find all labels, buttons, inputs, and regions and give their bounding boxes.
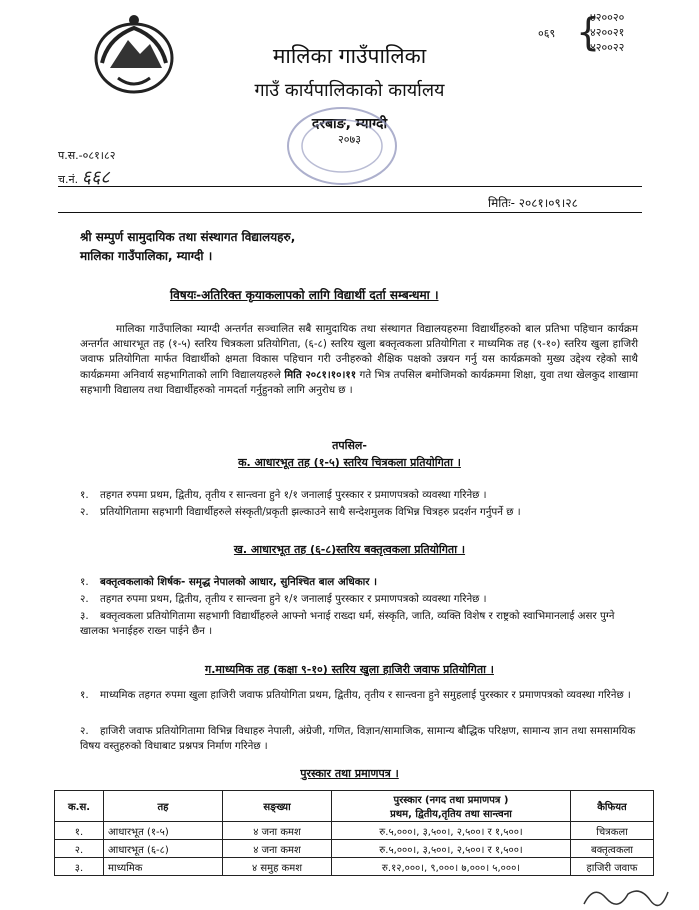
table-cell: आधारभूत (६-८) (104, 840, 223, 858)
table-header-row (55, 791, 654, 822)
item-text: तहगत रुपमा प्रथम, द्वितीय, तृतीय र सान्त्वना हुने १/१ जनालाई पुरस्कार र प्रमाणपत्रको व्यवस्था गरिनेछ । (100, 489, 487, 501)
table-row (55, 822, 654, 840)
item-text: बक्तृत्वकलाको शिर्षक- समृद्ध नेपालको आधार, सुनिश्चित बाल अधिकार । (100, 576, 377, 588)
item-text: माध्यमिक तहगत रुपमा खुला हाजिरी जवाफ प्रतियोगिता प्रथम, द्वितीय, तृतीय र सान्त्वना हुने समुहलाई पुरस्कार र प्रमाणपत्रको व्यवस्था गरिनेछ । (100, 689, 631, 701)
table-cell: ३. (55, 858, 104, 876)
section-title: ग.माध्यमिक तह (कक्षा ९-१०) स्तरिय खुला हाजिरी जवाफ प्रतियोगिता । (205, 663, 494, 676)
office-name: गाउँ कार्यपालिकाको कार्यालय (254, 80, 445, 101)
table-cell: रु.५,०००।, ३,५००।, २,५००। र १,५००। (332, 822, 571, 840)
table-cell: २. (55, 840, 104, 858)
section-title: क. आधारभूत तह (१-५) स्तरिय चित्रकला प्रतियोगिता । (238, 456, 461, 469)
recipient-line: मालिका गाउँपालिका, म्याग्दी । (80, 249, 213, 263)
letter-date: मितिः- २०८१।०९।२८ (488, 196, 578, 210)
office-year: २०७३ (338, 133, 361, 146)
item-text: बक्तृत्वकला प्रतियोगितामा सहभागी विद्यार्थीहरुले आफ्नो भनाई राख्दा धर्म, संस्कृति, जाति, व्यक्ति विशेष र राष्ट्रको स्वाभिमानलाई असर पुग्ने खालका भनाईहरु राख्न पाईने छैन । (80, 610, 615, 637)
item-number: १. (80, 576, 89, 588)
table-cell: माध्यमिक (104, 858, 223, 876)
list-item (80, 488, 640, 503)
chalani-value: ६६८ (81, 167, 110, 188)
prize-header-main: पुरस्कार (नगद तथा प्रमाणपत्र ) (393, 795, 509, 806)
item-text: तहगत रुपमा प्रथम, द्वितीय, तृतीय र सान्त्वना हुने १/१ जनालाई पुरस्कार र प्रमाणपत्रको व्यवस्था गरिनेछ । (100, 593, 487, 605)
phone-number: ४२००२० (590, 11, 625, 24)
phone-number: ४२००२२ (590, 41, 625, 54)
item-text: हाजिरी जवाफ प्रतियोगितामा विभिन्न विधाहरु नेपाली, अंग्रेजी, गणित, विज्ञान/सामाजिक, सामान्य बौद्धिक परिक्षण, सामान्य ज्ञान तथा समसामयिक विषय वस्तुहरुको विधाबाट प्रश्नपत्र निर्माण गरिनेछ । (80, 725, 636, 752)
table-cell: रु.१२,०००।, ९,०००। ७,०००। ५,०००। (332, 858, 571, 876)
item-number: २. (80, 506, 89, 518)
item-number: २. (80, 593, 89, 605)
phone-prefix: ०६९ (538, 27, 556, 40)
tapasil-heading: तपसिल- (332, 439, 367, 452)
date-divider (58, 212, 642, 213)
body-paragraph (80, 322, 638, 398)
brace-icon: { (576, 10, 601, 54)
table-cell: बक्तृत्वकला (571, 840, 654, 858)
table-header: सङ्ख्या (223, 791, 332, 822)
table-row (55, 858, 654, 876)
list-item (80, 688, 640, 703)
signature-icon (580, 880, 670, 910)
letter-subject: विषयः-अतिरिक्त कृयाकलापको लागि विद्यार्थी दर्ता सम्बन्धमा । (170, 288, 439, 302)
body-text: गते भित्र तपसिल बमोजिमको कार्यक्रममा शिक्षा, युवा तथा खेलकुद शाखामा सहभागी विद्यालय तथा विद्यार्थीहरुको नामदर्ता गर्नुहुनको लागि अनुरोध छ । (80, 368, 638, 396)
item-number: २. (80, 725, 89, 737)
table-cell: हाजिरी जवाफ (571, 858, 654, 876)
table-header: कैफियत (571, 791, 654, 822)
office-address: दरबाङ, म्याग्दी (311, 116, 388, 132)
table-header (332, 791, 571, 822)
table-cell: ४ जना कमश (223, 822, 332, 840)
municipality-name: मालिका गाउँपालिका (272, 44, 427, 68)
table-cell: ४ समुह कमश (223, 858, 332, 876)
header-divider (58, 186, 642, 187)
table-row (55, 840, 654, 858)
body-text: मालिका गाउँपालिका म्याग्दी अन्तर्गत सञ्चालित सबै सामुदायिक तथा संस्थागत विद्यालयहरुमा विद्यार्थीहरुको बाल प्रतिभा पहिचान कार्यक्रम अन्तर्गत आधारभूत तह (१-५) स्तरिय चित्रकला प्रतियोगिता, (६-८) स्तरिय खुला बक्तृत्वकला प्रतियोगिता र माध्यमिक तह (९-१०) स्तरिय खुला हाजिरी जवाफ प्रतियोगिता मार्फत विद्यार्थीको क्षमता विकास पहिचान गरी उनीहरुको शैक्षिक पक्षको उन्नयन गर्नु यस कार्यक्रमको मुख्य उद्देश्य रहेको साथै कार्यक्रममा अनिवार्य सहभागिताको लागि विद्यालयहरुले (80, 323, 638, 381)
chalani-label: च.नं. (58, 173, 79, 186)
table-cell: १. (55, 822, 104, 840)
list-item (80, 575, 640, 590)
list-item (80, 724, 640, 753)
section-title: ख. आधारभूत तह (६-८)स्तरिय बक्तृत्वकला प्रतियोगिता । (233, 543, 466, 556)
list-item (80, 609, 640, 638)
item-number: १. (80, 689, 89, 701)
phone-number: ४२००२१ (590, 26, 625, 39)
prize-heading: पुरस्कार तथा प्रमाणपत्र । (300, 767, 399, 780)
table-header: तह (104, 791, 223, 822)
office-stamp-icon (280, 104, 398, 188)
table-cell: ४ जना कमश (223, 840, 332, 858)
prize-table (54, 790, 654, 876)
item-number: ३. (80, 610, 89, 622)
table-cell: आधारभूत (१-५) (104, 822, 223, 840)
item-text: प्रतियोगितामा सहभागी विद्यार्थीहरुले संस्कृती/प्रकृती झल्काउने साथै सन्देशमुलक विभिन्न चित्रहरु प्रदर्शन गर्नुपर्ने छ । (100, 506, 521, 518)
phone-numbers (538, 10, 625, 55)
table-header: क.स. (55, 791, 104, 822)
patra-sankhya: प.स.-०८१।८२ (58, 149, 116, 162)
table-cell: रु.५,०००।, ३,५००।, २,५००। र १,५००। (332, 840, 571, 858)
list-item (80, 592, 640, 607)
item-number: १. (80, 489, 89, 501)
prize-header-sub: प्रथम, द्वितीय,तृतिय तथा सान्त्वना (390, 809, 512, 820)
list-item (80, 505, 640, 520)
table-cell: चित्रकला (571, 822, 654, 840)
deadline-date: मिति २०८१।१०।११ (284, 368, 357, 381)
recipient-line: श्री सम्पुर्ण सामुदायिक तथा संस्थागत विद्यालयहरु, (80, 230, 296, 244)
